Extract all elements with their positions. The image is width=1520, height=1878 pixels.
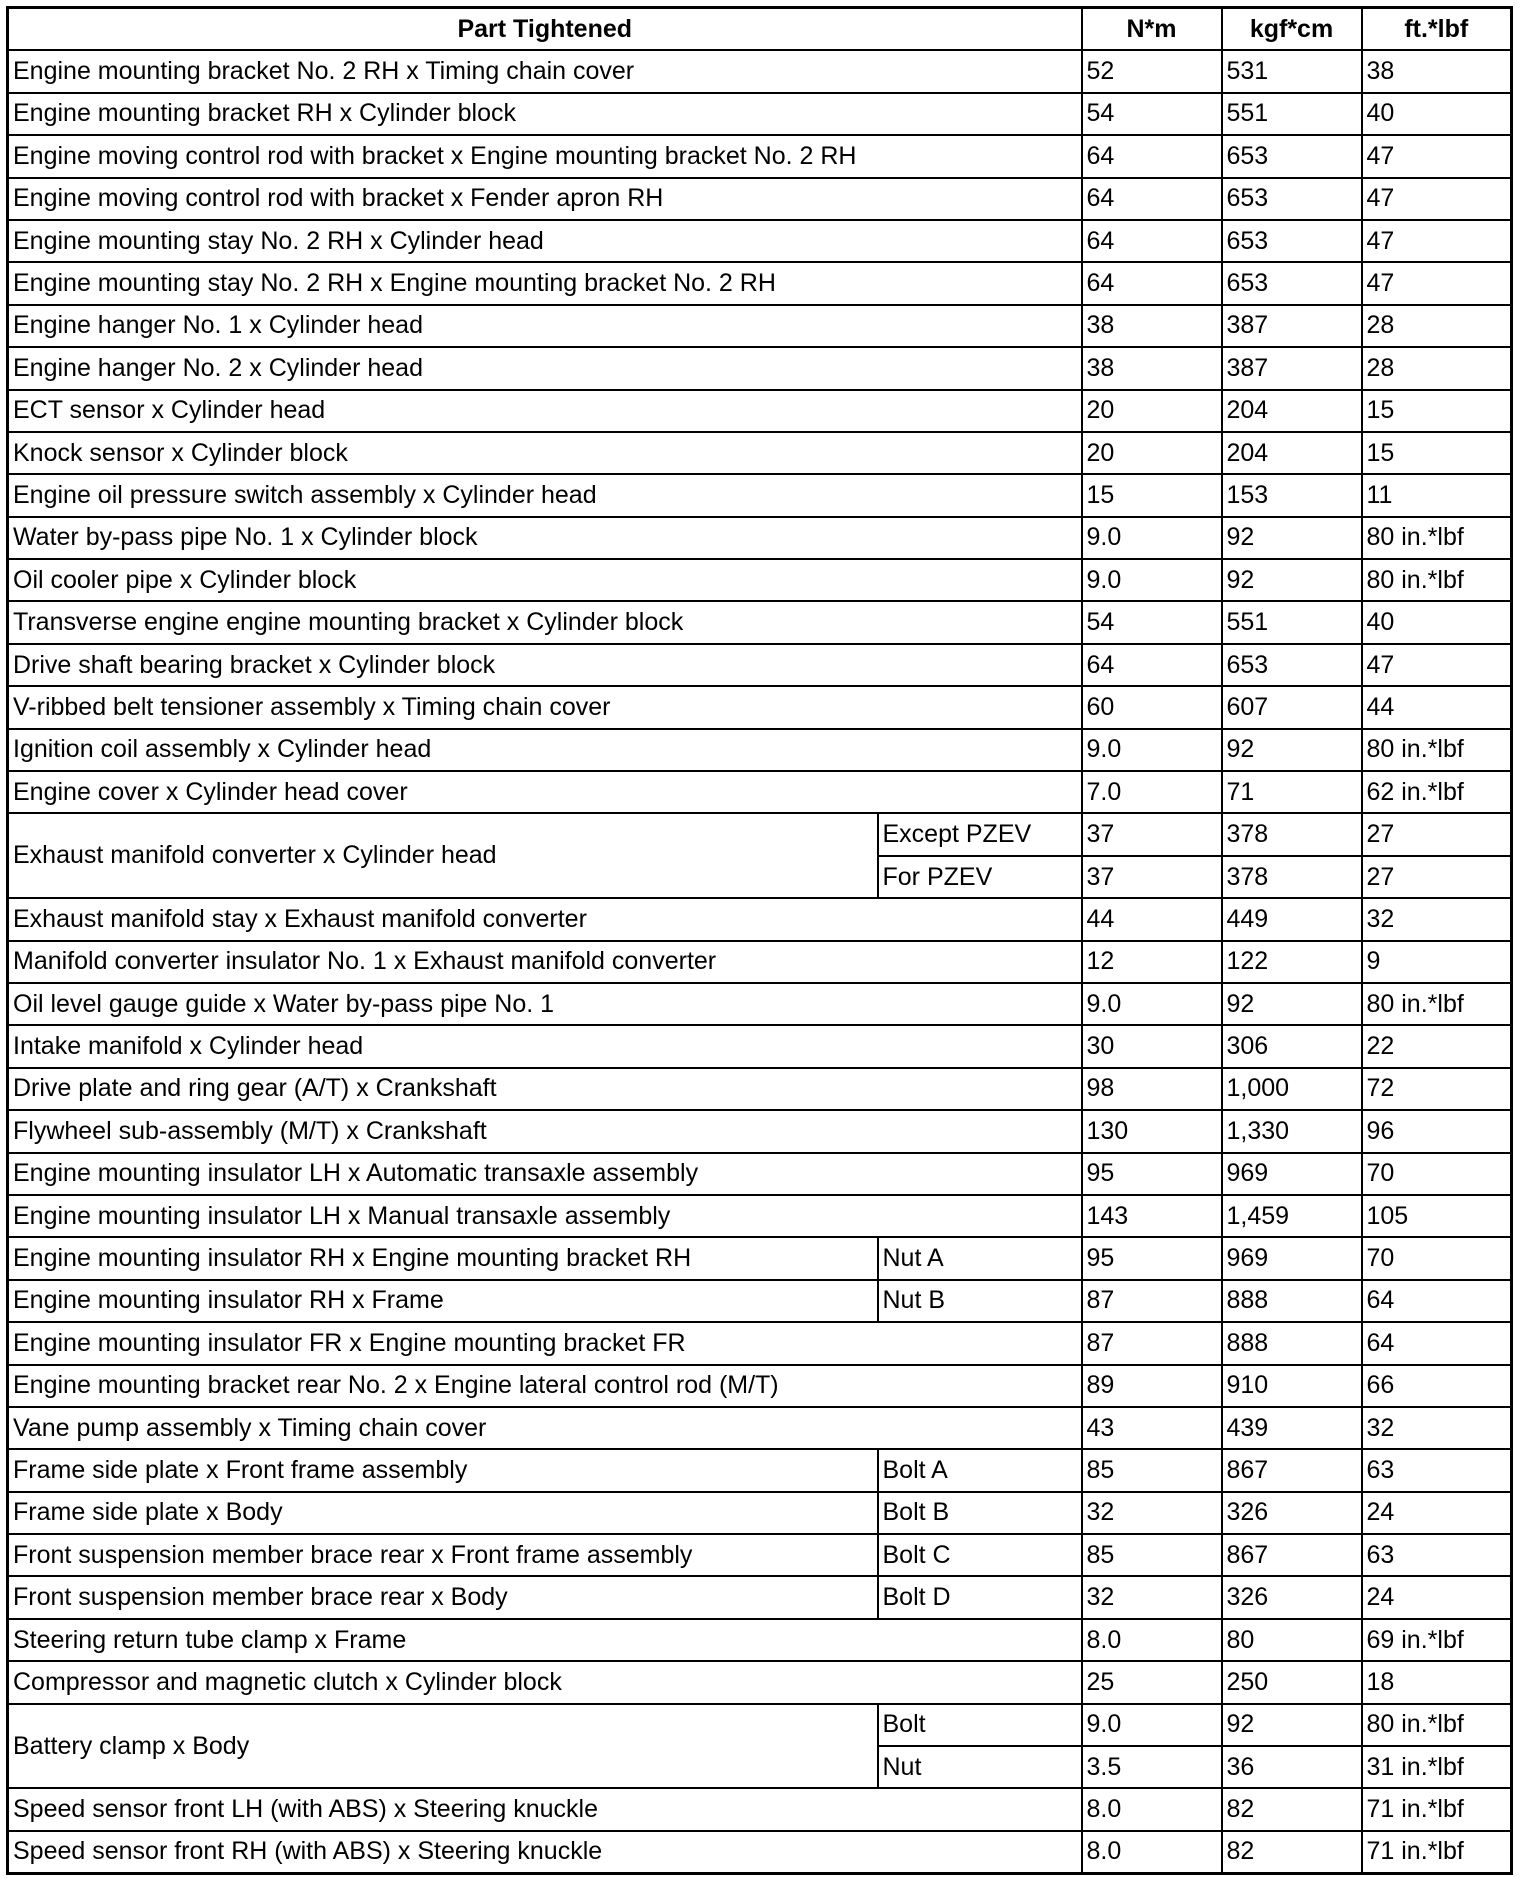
part-cell: Engine mounting stay No. 2 RH x Engine mounting bracket No. 2 RH [8, 262, 1082, 304]
table-row [8, 1068, 1512, 1110]
kgf-cell: 867 [1222, 1449, 1362, 1491]
kgf-cell: 92 [1222, 729, 1362, 771]
part-cell: Engine oil pressure switch assembly x Cylinder head [8, 474, 1082, 516]
kgf-cell: 551 [1222, 601, 1362, 643]
kgf-cell: 653 [1222, 220, 1362, 262]
kgf-cell: 71 [1222, 771, 1362, 813]
table-row [8, 1407, 1512, 1449]
sub-cell: Bolt C [878, 1534, 1082, 1576]
part-cell: Engine mounting bracket No. 2 RH x Timing chain cover [8, 50, 1082, 92]
nm-cell: 15 [1082, 474, 1222, 516]
nm-cell: 9.0 [1082, 1704, 1222, 1746]
nm-cell: 32 [1082, 1576, 1222, 1618]
ft-cell: 22 [1362, 1025, 1512, 1067]
table-row [8, 1492, 1512, 1534]
kgf-cell: 326 [1222, 1492, 1362, 1534]
ft-cell: 63 [1362, 1449, 1512, 1491]
part-cell: Battery clamp x Body [8, 1704, 878, 1789]
nm-cell: 43 [1082, 1407, 1222, 1449]
table-row [8, 262, 1512, 304]
part-cell: Frame side plate x Front frame assembly [8, 1449, 878, 1491]
ft-cell: 47 [1362, 644, 1512, 686]
ft-cell: 64 [1362, 1280, 1512, 1322]
part-cell: Drive shaft bearing bracket x Cylinder block [8, 644, 1082, 686]
ft-cell: 32 [1362, 898, 1512, 940]
part-cell: Engine mounting stay No. 2 RH x Cylinder head [8, 220, 1082, 262]
ft-cell: 80 in.*lbf [1362, 729, 1512, 771]
part-cell: Engine hanger No. 1 x Cylinder head [8, 305, 1082, 347]
ft-cell: 47 [1362, 262, 1512, 304]
sub-cell: Bolt A [878, 1449, 1082, 1491]
table-row [8, 305, 1512, 347]
sub-cell: Nut A [878, 1237, 1082, 1279]
sub-cell: For PZEV [878, 856, 1082, 898]
ft-cell: 15 [1362, 432, 1512, 474]
kgf-cell: 378 [1222, 856, 1362, 898]
ft-cell: 24 [1362, 1576, 1512, 1618]
ft-cell: 80 in.*lbf [1362, 1704, 1512, 1746]
ft-cell: 96 [1362, 1110, 1512, 1152]
table-row [8, 1153, 1512, 1195]
part-cell: Engine moving control rod with bracket x Fender apron RH [8, 178, 1082, 220]
table-row [8, 1280, 1512, 1322]
part-cell: Engine mounting insulator LH x Automatic transaxle assembly [8, 1153, 1082, 1195]
ft-cell: 18 [1362, 1661, 1512, 1703]
table-row [8, 220, 1512, 262]
nm-cell: 8.0 [1082, 1831, 1222, 1874]
kgf-cell: 439 [1222, 1407, 1362, 1449]
kgf-cell: 449 [1222, 898, 1362, 940]
nm-cell: 37 [1082, 813, 1222, 855]
part-cell: Exhaust manifold converter x Cylinder head [8, 813, 878, 898]
ft-cell: 40 [1362, 93, 1512, 135]
nm-cell: 54 [1082, 93, 1222, 135]
table-row [8, 135, 1512, 177]
header-kgf-cm: kgf*cm [1222, 8, 1362, 51]
nm-cell: 87 [1082, 1322, 1222, 1364]
ft-cell: 66 [1362, 1365, 1512, 1407]
table-row [8, 1237, 1512, 1279]
table-row [8, 93, 1512, 135]
table-row [8, 50, 1512, 92]
table-row [8, 559, 1512, 601]
nm-cell: 87 [1082, 1280, 1222, 1322]
part-cell: Engine mounting insulator FR x Engine mounting bracket FR [8, 1322, 1082, 1364]
table-row [8, 601, 1512, 643]
table-row [8, 771, 1512, 813]
part-cell: Engine mounting bracket RH x Cylinder block [8, 93, 1082, 135]
kgf-cell: 82 [1222, 1788, 1362, 1830]
table-row [8, 1831, 1512, 1874]
nm-cell: 9.0 [1082, 729, 1222, 771]
ft-cell: 44 [1362, 686, 1512, 728]
kgf-cell: 153 [1222, 474, 1362, 516]
part-cell: Drive plate and ring gear (A/T) x Crankshaft [8, 1068, 1082, 1110]
kgf-cell: 204 [1222, 432, 1362, 474]
nm-cell: 32 [1082, 1492, 1222, 1534]
part-cell: Water by-pass pipe No. 1 x Cylinder block [8, 517, 1082, 559]
kgf-cell: 969 [1222, 1237, 1362, 1279]
nm-cell: 8.0 [1082, 1788, 1222, 1830]
table-row [8, 1365, 1512, 1407]
kgf-cell: 80 [1222, 1619, 1362, 1661]
nm-cell: 7.0 [1082, 771, 1222, 813]
part-cell: Engine moving control rod with bracket x Engine mounting bracket No. 2 RH [8, 135, 1082, 177]
kgf-cell: 82 [1222, 1831, 1362, 1874]
sub-cell: Except PZEV [878, 813, 1082, 855]
ft-cell: 32 [1362, 1407, 1512, 1449]
part-cell: Engine mounting bracket rear No. 2 x Engine lateral control rod (M/T) [8, 1365, 1082, 1407]
kgf-cell: 888 [1222, 1280, 1362, 1322]
part-cell: Vane pump assembly x Timing chain cover [8, 1407, 1082, 1449]
kgf-cell: 122 [1222, 941, 1362, 983]
kgf-cell: 551 [1222, 93, 1362, 135]
kgf-cell: 531 [1222, 50, 1362, 92]
kgf-cell: 653 [1222, 644, 1362, 686]
nm-cell: 8.0 [1082, 1619, 1222, 1661]
nm-cell: 64 [1082, 262, 1222, 304]
part-cell: Engine mounting insulator RH x Engine mounting bracket RH [8, 1237, 878, 1279]
table-row [8, 1449, 1512, 1491]
ft-cell: 47 [1362, 220, 1512, 262]
part-cell: Intake manifold x Cylinder head [8, 1025, 1082, 1067]
ft-cell: 71 in.*lbf [1362, 1788, 1512, 1830]
nm-cell: 52 [1082, 50, 1222, 92]
table-row [8, 347, 1512, 389]
ft-cell: 47 [1362, 135, 1512, 177]
table-row [8, 1025, 1512, 1067]
ft-cell: 72 [1362, 1068, 1512, 1110]
nm-cell: 38 [1082, 347, 1222, 389]
ft-cell: 11 [1362, 474, 1512, 516]
nm-cell: 25 [1082, 1661, 1222, 1703]
nm-cell: 20 [1082, 432, 1222, 474]
nm-cell: 95 [1082, 1153, 1222, 1195]
table-row [8, 729, 1512, 771]
nm-cell: 37 [1082, 856, 1222, 898]
kgf-cell: 969 [1222, 1153, 1362, 1195]
ft-cell: 71 in.*lbf [1362, 1831, 1512, 1874]
nm-cell: 9.0 [1082, 517, 1222, 559]
table-row [8, 1110, 1512, 1152]
table-row [8, 941, 1512, 983]
part-cell: Engine mounting insulator RH x Frame [8, 1280, 878, 1322]
part-cell: Front suspension member brace rear x Body [8, 1576, 878, 1618]
ft-cell: 80 in.*lbf [1362, 517, 1512, 559]
header-row [8, 8, 1512, 51]
table-row [8, 983, 1512, 1025]
table-row [8, 686, 1512, 728]
header-part-tightened: Part Tightened [8, 8, 1082, 51]
part-cell: Frame side plate x Body [8, 1492, 878, 1534]
kgf-cell: 92 [1222, 983, 1362, 1025]
kgf-cell: 1,459 [1222, 1195, 1362, 1237]
nm-cell: 98 [1082, 1068, 1222, 1110]
kgf-cell: 867 [1222, 1534, 1362, 1576]
table-row [8, 1322, 1512, 1364]
ft-cell: 64 [1362, 1322, 1512, 1364]
header-ft-lbf: ft.*lbf [1362, 8, 1512, 51]
table-row [8, 1534, 1512, 1576]
ft-cell: 27 [1362, 856, 1512, 898]
part-cell: Compressor and magnetic clutch x Cylinder block [8, 1661, 1082, 1703]
part-cell: Engine cover x Cylinder head cover [8, 771, 1082, 813]
kgf-cell: 378 [1222, 813, 1362, 855]
nm-cell: 64 [1082, 178, 1222, 220]
sub-cell: Nut B [878, 1280, 1082, 1322]
nm-cell: 64 [1082, 135, 1222, 177]
part-cell: Flywheel sub-assembly (M/T) x Crankshaft [8, 1110, 1082, 1152]
torque-spec-container [6, 6, 1510, 1875]
nm-cell: 85 [1082, 1534, 1222, 1576]
table-row [8, 517, 1512, 559]
nm-cell: 44 [1082, 898, 1222, 940]
nm-cell: 130 [1082, 1110, 1222, 1152]
part-cell: ECT sensor x Cylinder head [8, 390, 1082, 432]
part-cell: Oil level gauge guide x Water by-pass pipe No. 1 [8, 983, 1082, 1025]
part-cell: Knock sensor x Cylinder block [8, 432, 1082, 474]
nm-cell: 3.5 [1082, 1746, 1222, 1788]
nm-cell: 12 [1082, 941, 1222, 983]
part-cell: V-ribbed belt tensioner assembly x Timing chain cover [8, 686, 1082, 728]
table-row [8, 1788, 1512, 1830]
kgf-cell: 387 [1222, 347, 1362, 389]
ft-cell: 38 [1362, 50, 1512, 92]
nm-cell: 89 [1082, 1365, 1222, 1407]
ft-cell: 28 [1362, 347, 1512, 389]
kgf-cell: 326 [1222, 1576, 1362, 1618]
kgf-cell: 92 [1222, 517, 1362, 559]
header-nm: N*m [1082, 8, 1222, 51]
ft-cell: 62 in.*lbf [1362, 771, 1512, 813]
sub-cell: Bolt D [878, 1576, 1082, 1618]
part-cell: Front suspension member brace rear x Front frame assembly [8, 1534, 878, 1576]
table-row [8, 474, 1512, 516]
nm-cell: 9.0 [1082, 559, 1222, 601]
part-cell: Engine mounting insulator LH x Manual transaxle assembly [8, 1195, 1082, 1237]
nm-cell: 64 [1082, 220, 1222, 262]
table-row [8, 1661, 1512, 1703]
kgf-cell: 910 [1222, 1365, 1362, 1407]
kgf-cell: 306 [1222, 1025, 1362, 1067]
table-row [8, 898, 1512, 940]
ft-cell: 80 in.*lbf [1362, 559, 1512, 601]
kgf-cell: 92 [1222, 559, 1362, 601]
ft-cell: 24 [1362, 1492, 1512, 1534]
nm-cell: 9.0 [1082, 983, 1222, 1025]
nm-cell: 38 [1082, 305, 1222, 347]
kgf-cell: 653 [1222, 262, 1362, 304]
ft-cell: 80 in.*lbf [1362, 983, 1512, 1025]
ft-cell: 28 [1362, 305, 1512, 347]
sub-cell: Nut [878, 1746, 1082, 1788]
kgf-cell: 204 [1222, 390, 1362, 432]
nm-cell: 85 [1082, 1449, 1222, 1491]
part-cell: Oil cooler pipe x Cylinder block [8, 559, 1082, 601]
nm-cell: 20 [1082, 390, 1222, 432]
ft-cell: 27 [1362, 813, 1512, 855]
ft-cell: 31 in.*lbf [1362, 1746, 1512, 1788]
table-row [8, 1576, 1512, 1618]
part-cell: Speed sensor front RH (with ABS) x Steering knuckle [8, 1831, 1082, 1874]
nm-cell: 60 [1082, 686, 1222, 728]
part-cell: Transverse engine engine mounting bracket x Cylinder block [8, 601, 1082, 643]
table-row [8, 1619, 1512, 1661]
ft-cell: 69 in.*lbf [1362, 1619, 1512, 1661]
ft-cell: 15 [1362, 390, 1512, 432]
table-row [8, 813, 1512, 855]
part-cell: Exhaust manifold stay x Exhaust manifold converter [8, 898, 1082, 940]
kgf-cell: 1,000 [1222, 1068, 1362, 1110]
nm-cell: 143 [1082, 1195, 1222, 1237]
table-row [8, 644, 1512, 686]
table-row [8, 1195, 1512, 1237]
table-row [8, 178, 1512, 220]
kgf-cell: 607 [1222, 686, 1362, 728]
torque-spec-table [6, 6, 1513, 1875]
part-cell: Manifold converter insulator No. 1 x Exhaust manifold converter [8, 941, 1082, 983]
kgf-cell: 653 [1222, 135, 1362, 177]
kgf-cell: 36 [1222, 1746, 1362, 1788]
nm-cell: 54 [1082, 601, 1222, 643]
sub-cell: Bolt [878, 1704, 1082, 1746]
table-row [8, 390, 1512, 432]
kgf-cell: 1,330 [1222, 1110, 1362, 1152]
kgf-cell: 387 [1222, 305, 1362, 347]
nm-cell: 64 [1082, 644, 1222, 686]
ft-cell: 105 [1362, 1195, 1512, 1237]
kgf-cell: 888 [1222, 1322, 1362, 1364]
ft-cell: 63 [1362, 1534, 1512, 1576]
ft-cell: 47 [1362, 178, 1512, 220]
kgf-cell: 92 [1222, 1704, 1362, 1746]
kgf-cell: 653 [1222, 178, 1362, 220]
part-cell: Steering return tube clamp x Frame [8, 1619, 1082, 1661]
nm-cell: 30 [1082, 1025, 1222, 1067]
kgf-cell: 250 [1222, 1661, 1362, 1703]
ft-cell: 70 [1362, 1153, 1512, 1195]
table-row [8, 432, 1512, 474]
nm-cell: 95 [1082, 1237, 1222, 1279]
ft-cell: 9 [1362, 941, 1512, 983]
table-row [8, 1704, 1512, 1746]
sub-cell: Bolt B [878, 1492, 1082, 1534]
ft-cell: 70 [1362, 1237, 1512, 1279]
ft-cell: 40 [1362, 601, 1512, 643]
part-cell: Engine hanger No. 2 x Cylinder head [8, 347, 1082, 389]
part-cell: Speed sensor front LH (with ABS) x Steering knuckle [8, 1788, 1082, 1830]
part-cell: Ignition coil assembly x Cylinder head [8, 729, 1082, 771]
